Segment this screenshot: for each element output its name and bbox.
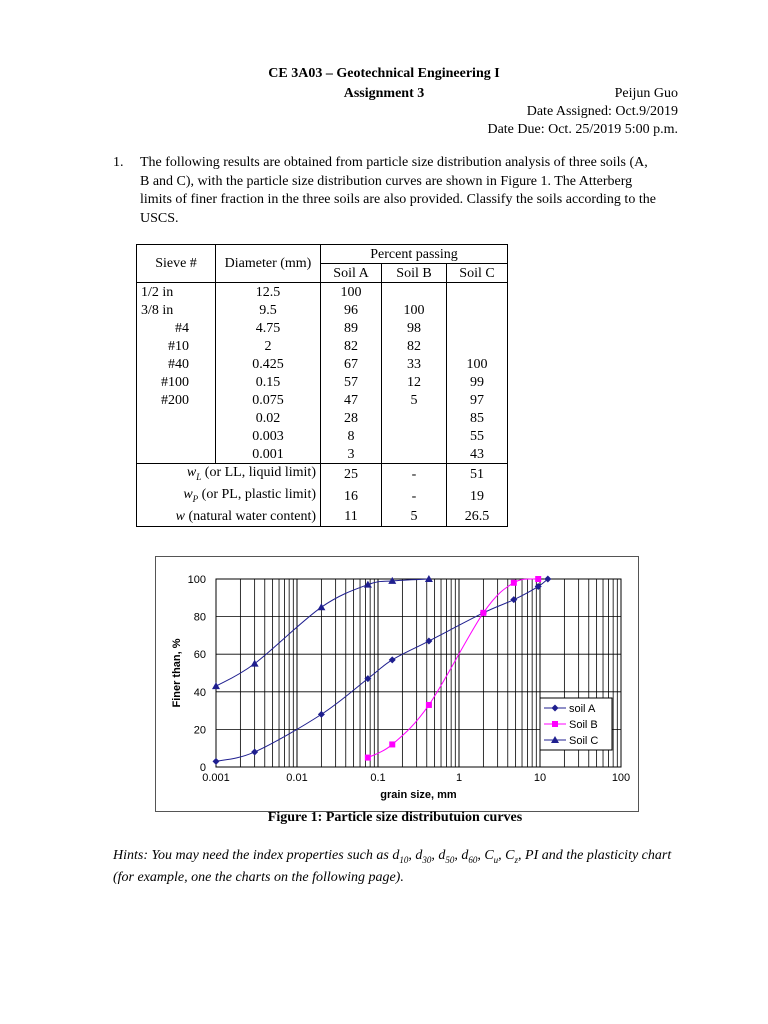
- cell-a: 89: [321, 319, 382, 337]
- table-row: [137, 319, 508, 337]
- question-1: [113, 154, 658, 228]
- table-row: [137, 391, 508, 409]
- cell-d: 2: [216, 337, 321, 355]
- cell-sieve: #200: [137, 391, 216, 409]
- y-tick-label: 0: [199, 762, 206, 774]
- hints-suffix: and the plasticity chart (for example, one the charts on the following page).: [113, 848, 672, 886]
- table-row: [137, 427, 508, 445]
- data-point: [251, 748, 258, 755]
- author: Peijun Guo: [614, 86, 678, 101]
- y-tick-label: 40: [193, 686, 206, 699]
- cell-sieve: #10: [137, 337, 216, 355]
- limit-symbol: w: [186, 465, 197, 480]
- limit-label: [137, 508, 321, 527]
- date-assigned: Date Assigned: Oct.9/2019: [526, 104, 678, 119]
- series-line: [216, 579, 548, 761]
- cell-sieve: #100: [137, 373, 216, 391]
- cell-b: 5: [382, 508, 447, 527]
- legend-label: Soil B: [569, 719, 598, 731]
- cell-d: 0.001: [216, 445, 321, 464]
- data-point: [212, 682, 220, 689]
- hint-var: d: [438, 848, 446, 863]
- hint-sub: 30: [422, 854, 432, 865]
- col-soil-a: Soil A: [321, 264, 382, 283]
- cell-d: 0.425: [216, 355, 321, 373]
- grain-size-chart: [155, 556, 639, 812]
- data-point: [426, 702, 432, 708]
- table-row: [137, 355, 508, 373]
- cell-c: 97: [447, 391, 508, 409]
- cell-d: 0.075: [216, 391, 321, 409]
- cell-a: 82: [321, 337, 382, 355]
- hint-var: C: [484, 848, 494, 863]
- data-point: [389, 741, 395, 747]
- col-soil-c: Soil C: [447, 264, 508, 283]
- series-line: [368, 579, 538, 758]
- limit-desc: (or PL, plastic limit): [198, 486, 316, 502]
- cell-d: 4.75: [216, 319, 321, 337]
- hint-pi: PI: [525, 848, 539, 863]
- chart-svg: [156, 557, 638, 811]
- limit-label: [137, 486, 321, 508]
- x-tick-label: 10: [533, 772, 547, 784]
- cell-c: [447, 301, 508, 319]
- data-point: [511, 580, 517, 586]
- data-point: [389, 656, 396, 663]
- cell-a: 28: [321, 409, 382, 427]
- cell-a: 3: [321, 445, 382, 464]
- legend-marker: [552, 721, 558, 727]
- cell-d: 0.003: [216, 427, 321, 445]
- hint-sub: z: [514, 854, 519, 865]
- cell-c: [447, 337, 508, 355]
- limit-label: [137, 464, 321, 486]
- table-row: [137, 373, 508, 391]
- table-row: [137, 301, 508, 319]
- legend-label: soil A: [569, 703, 596, 715]
- legend-label: Soil C: [569, 735, 599, 747]
- hint-var: d: [461, 848, 469, 863]
- hint-var: d: [392, 848, 400, 863]
- cell-sieve: [137, 427, 216, 445]
- cell-d: 9.5: [216, 301, 321, 319]
- cell-c: 43: [447, 445, 508, 464]
- col-soil-b: Soil B: [382, 264, 447, 283]
- question-number: 1.: [113, 155, 124, 170]
- cell-c: [447, 319, 508, 337]
- x-tick-label: 0.01: [286, 772, 308, 784]
- sieve-table: [136, 244, 508, 527]
- x-tick-label: 0.1: [370, 772, 386, 784]
- table-row-limit: [137, 508, 508, 527]
- hint-var: d: [415, 848, 423, 863]
- cell-c: [447, 283, 508, 302]
- cell-d: 0.15: [216, 373, 321, 391]
- data-point: [251, 660, 259, 667]
- course-title: CE 3A03 – Geotechnical Engineering I: [268, 66, 500, 81]
- cell-a: 16: [321, 486, 382, 508]
- cell-a: 96: [321, 301, 382, 319]
- cell-b: [382, 283, 447, 302]
- table-row-limit: [137, 464, 508, 486]
- limit-symbol: w: [183, 486, 193, 502]
- cell-a: 11: [321, 508, 382, 527]
- cell-sieve: 3/8 in: [137, 301, 216, 319]
- x-tick-label: 1: [455, 772, 463, 784]
- cell-c: 19: [447, 486, 508, 508]
- table-row: [137, 409, 508, 427]
- y-tick-label: 100: [187, 574, 206, 586]
- cell-sieve: [137, 445, 216, 464]
- cell-a: 57: [321, 373, 382, 391]
- cell-c: 99: [447, 373, 508, 391]
- cell-b: -: [382, 464, 447, 486]
- cell-b: 12: [382, 373, 447, 391]
- hint-var: C: [505, 848, 515, 863]
- cell-b: -: [382, 486, 447, 508]
- col-diameter: Diameter (mm): [216, 245, 321, 283]
- cell-b: [382, 427, 447, 445]
- y-tick-label: 60: [193, 649, 206, 662]
- x-tick-label: 0.001: [202, 772, 230, 784]
- cell-sieve: #40: [137, 355, 216, 373]
- cell-a: 47: [321, 391, 382, 409]
- hint-sub: 10: [399, 854, 409, 865]
- col-sieve: Sieve #: [137, 245, 216, 283]
- cell-sieve: [137, 409, 216, 427]
- cell-b: 100: [382, 301, 447, 319]
- cell-b: [382, 445, 447, 464]
- cell-sieve: #4: [137, 319, 216, 337]
- cell-d: 12.5: [216, 283, 321, 302]
- cell-c: 26.5: [447, 508, 508, 527]
- assignment-title: Assignment 3: [343, 86, 425, 101]
- data-point: [213, 758, 220, 765]
- table-row: [137, 445, 508, 464]
- cell-c: 51: [447, 464, 508, 486]
- figure-caption: Figure 1: Particle size distributuion curves: [267, 810, 523, 825]
- cell-a: 100: [321, 283, 382, 302]
- hint-sub: u: [493, 854, 499, 865]
- series-line: [216, 579, 429, 686]
- table-row: [137, 337, 508, 355]
- hints-prefix: Hints: You may need the index properties such as: [113, 848, 393, 863]
- data-point: [535, 583, 542, 590]
- col-percent-passing: Percent passing: [321, 245, 508, 264]
- cell-b: 33: [382, 355, 447, 373]
- table-row-limit: [137, 486, 508, 508]
- cell-a: 25: [321, 464, 382, 486]
- cell-a: 67: [321, 355, 382, 373]
- cell-b: 82: [382, 337, 447, 355]
- cell-c: 55: [447, 427, 508, 445]
- cell-c: 100: [447, 355, 508, 373]
- cell-d: 0.02: [216, 409, 321, 427]
- table-row: [137, 283, 508, 302]
- x-tick-label: 100: [611, 772, 631, 784]
- limit-desc: (natural water content): [185, 509, 316, 525]
- cell-c: 85: [447, 409, 508, 427]
- cell-b: [382, 409, 447, 427]
- hint-sub: 50: [445, 854, 455, 865]
- hints: Hints: You may need the index properties such as $d_{10}$, $d_{30}$, $d_{50}$, $d_{60}$, $C_u$, $C_z$, PI and the plasticity chart (for example, one the charts on the following page).: [113, 848, 672, 886]
- y-axis-label: Finer than, %: [171, 638, 183, 708]
- limit-desc: (or LL, liquid limit): [201, 465, 316, 480]
- cell-sieve: 1/2 in: [137, 283, 216, 302]
- question-text: The following results are obtained from particle size distribution analysis of three soils (A, B and C), with the particle size distribution curves are shown in Figure 1. The Atterberg limits of finer fraction in the three soils are also provided. Classify the soils according to the USCS.: [140, 155, 656, 226]
- y-tick-label: 80: [193, 611, 206, 624]
- y-tick-label: 20: [193, 724, 206, 737]
- limit-subscript: P: [192, 493, 199, 504]
- hint-sub: 60: [468, 854, 478, 865]
- cell-b: 98: [382, 319, 447, 337]
- date-due: Date Due: Oct. 25/2019 5:00 p.m.: [487, 122, 678, 137]
- data-point: [480, 610, 486, 616]
- limit-symbol: w: [175, 509, 185, 525]
- cell-a: 8: [321, 427, 382, 445]
- cell-b: 5: [382, 391, 447, 409]
- x-axis-label: grain size, mm: [380, 789, 457, 801]
- data-point: [365, 755, 371, 761]
- data-point: [510, 596, 517, 603]
- limit-subscript: L: [196, 471, 202, 482]
- data-point: [318, 711, 325, 718]
- data-point: [317, 603, 325, 610]
- data-point: [535, 576, 541, 582]
